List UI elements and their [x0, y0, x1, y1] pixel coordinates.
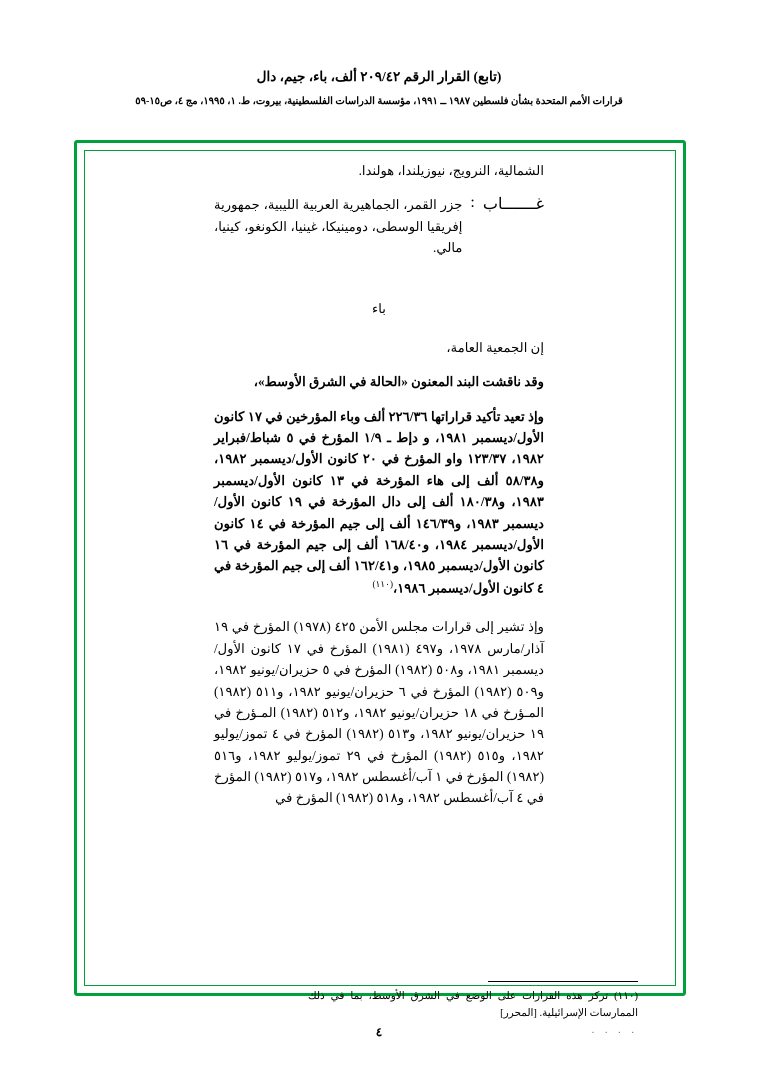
- footnote-marker: (١١٠): [372, 578, 393, 589]
- page-number: ٤: [375, 1025, 383, 1039]
- absent-colon: :: [470, 194, 475, 212]
- para-discussed: وقد ناقشت البند المعنون «الحالة في الشرق الأوسط»،: [253, 374, 544, 390]
- para-recalling-text: وإذ تعيد تأكيد قراراتها ٢٢٦/٣٦ ألف وباء المؤرخين في ١٧ كانون الأول/ديسمبر ١٩٨١، و دإط ـ ١/٩ المؤرخ في ٥ شباط/فبراير ١٩٨٢، ١٢٣/٣٧ واو المؤرخ في ٢٠ كانون الأول/ديسمبر ١٩٨٢، و٥٨/٣٨ ألف إلى هاء المؤرخة في ١٣ كانون الأول/ديسمبر ١٩٨٣، و١٨٠/٣٨ ألف إلى دال المؤرخة في ١٩ كانون الأول/ديسمبر ١٩٨٣، و١٤٦/٣٩ ألف إلى جيم المؤرخة في ١٤ كانون الأول/ديسمبر ١٩٨٤، و١٦٨/٤٠ ألف إلى جيم المؤرخة في ١٦ كانون الأول/ديسمبر ١٩٨٥، و١٦٢/٤١ ألف إلى جيم المؤرخة في ٤ كانون الأول/ديسمبر ١٩٨٦،: [214, 408, 545, 596]
- header-subtitle: قرارات الأمم المتحدة بشأن فلسطين ١٩٨٧ ــ ١٩٩١، مؤسسة الدراسات الفلسطينية، بيروت، ط. ١، ١٩٩٥، مج ٤، ص١٥-٥٩: [135, 95, 623, 107]
- text-column: [214, 160, 544, 809]
- para-recalling: [214, 406, 544, 599]
- para-referring: وإذ تشير إلى قرارات مجلس الأمن ٤٢٥ (١٩٧٨) المؤرخ في ١٩ آذار/مارس ١٩٧٨، و٤٩٧ (١٩٨١) المؤرخ في ١٧ كانون الأول/ديسمبر ١٩٨١، و٥٠٨ (١٩٨٢) المؤرخ في ٥ حزيران/يونيو ١٩٨٢، و٥٠٩ (١٩٨٢) المؤرخ في ٦ حزيران/يونيو ١٩٨٢، و٥١١ (١٩٨٢) المـؤرخ في ١٨ حزيران/يونيو ١٩٨٢، و٥١٢ (١٩٨٢) المـؤرخ في ١٩ حزيران/يونيو ١٩٨٢، و٥١٣ (١٩٨٢) المؤرخ في ٤ تموز/يوليو ١٩٨٢، و٥١٥ (١٩٨٢) المؤرخ في ٢٩ تموز/يوليو ١٩٨٢، و٥١٦ (١٩٨٢) المؤرخ في ١ آب/أغسطس ١٩٨٢، و٥١٧ (١٩٨٢) المؤرخ في ٤ آب/أغسطس ١٩٨٢، و٥١٨ (١٩٨٢) المؤرخ في: [214, 619, 545, 806]
- states-line: الشمالية، النرويج، نيوزيلندا، هولندا.: [358, 163, 544, 178]
- absent-label: غـــــــاب: [482, 196, 544, 214]
- assembly-line: إن الجمعية العامة،: [446, 339, 544, 355]
- footnote-divider: [488, 981, 638, 982]
- footnote-tail: . . . .: [591, 1025, 638, 1036]
- header-title: (تابع) القرار الرقم ٢٠٩/٤٢ ألف، باء، جيم، دال: [256, 69, 502, 84]
- lead-lines: [214, 160, 544, 181]
- absent-text: جزر القمر، الجماهيرية العربية الليبية، جمهورية إفريقيا الوسطى، دومينيكا، غينيا، الكونغو، كينيا، مالي.: [214, 197, 463, 256]
- footnote-text: (١١٠) تركز هذه القرارات على الوضع في الشرق الأوسط، بما في ذلك الممارسات الإسرائيلية. [المحرر]: [308, 991, 638, 1020]
- document-content: [96, 160, 664, 978]
- absent-row: [214, 194, 544, 258]
- section-letter: باء: [372, 300, 386, 316]
- page-header: [0, 68, 758, 109]
